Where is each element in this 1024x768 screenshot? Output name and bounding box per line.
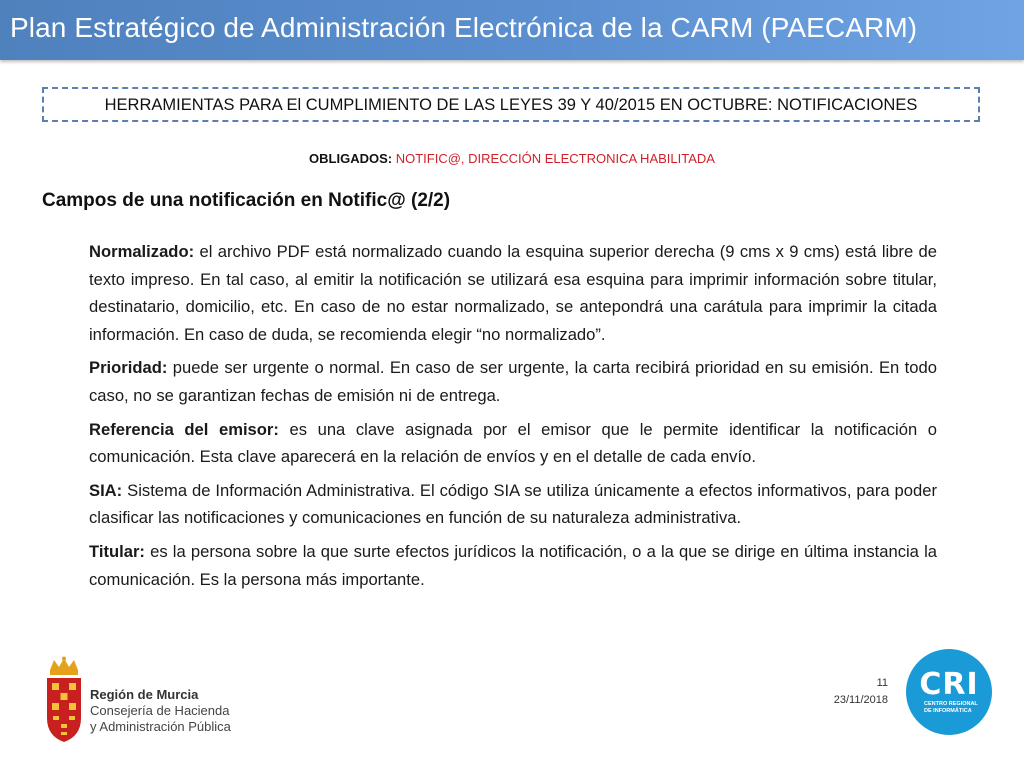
obligados-value: NOTIFIC@, DIRECCIÓN ELECTRONICA HABILITADA — [395, 151, 715, 166]
banner-text: HERRAMIENTAS PARA El CUMPLIMIENTO DE LAS LEYES 39 Y 40/2015 EN OCTUBRE: NOTIFICACIONES — [104, 96, 918, 114]
slide-title: Plan Estratégico de Administración Electrónica de la CARM (PAECARM) — [10, 12, 918, 43]
region-coat-of-arms-icon — [44, 656, 84, 744]
obligados-label: OBLIGADOS: — [309, 151, 393, 166]
field-term: Normalizado: — [89, 242, 195, 261]
field-description: el archivo PDF está normalizado cuando la esquina superior derecha (9 cms x 9 cms) está libre de texto impreso. En tal caso, al emitir la notificación se utilizará esa esquina para imprimir información sobre titular, destinatario, domicilio, etc. En caso de no estar normalizado, se antepondrá una carátula para imprimir la citada información. En caso de duda, se recomienda elegir “no normalizado”. — [89, 242, 937, 344]
field-normalizado — [89, 238, 937, 348]
title-bar — [0, 0, 1024, 60]
banner-box — [42, 87, 980, 122]
region-department-line-1: Consejería de Hacienda — [90, 703, 230, 718]
cri-logo-subtitle-line2: DE INFORMÁTICA — [924, 707, 972, 714]
field-referencia — [89, 416, 937, 471]
region-name: Región de Murcia — [90, 687, 199, 702]
cri-logo-subtitle-line1: CENTRO REGIONAL — [924, 701, 978, 707]
cri-logo-icon — [906, 649, 992, 735]
slide-date: 23/11/2018 — [833, 694, 888, 706]
field-description: puede ser urgente o normal. En caso de ser urgente, la carta recibirá prioridad en su emisión. En todo caso, no se garantizan fechas de emisión ni de entrega. — [89, 358, 937, 405]
field-titular — [89, 538, 937, 593]
region-department-line-2: y Administración Pública — [90, 719, 231, 734]
cri-logo-brand: CRI — [919, 667, 979, 702]
page-number: 11 — [876, 677, 888, 689]
field-description: es la persona sobre la que surte efectos jurídicos la notificación, o a la que se dirige en última instancia la comunicación. Es la persona más importante. — [89, 541, 937, 589]
field-sia — [89, 477, 937, 532]
field-prioridad — [89, 354, 937, 409]
field-term: Titular: — [89, 541, 145, 561]
field-description: Sistema de Información Administrativa. El código SIA se utiliza únicamente a efectos informativos, para poder clasificar las notificaciones y comunicaciones en función de su naturaleza administrativa. — [89, 480, 937, 528]
obligados-line — [0, 151, 1024, 166]
field-descriptions — [89, 238, 937, 599]
field-term: SIA: — [89, 480, 123, 500]
field-term: Referencia del emisor: — [89, 419, 279, 439]
cri-logo-subtitle — [924, 701, 978, 714]
field-description: es una clave asignada por el emisor que le permite identificar la notificación o comunicación. Esta clave aparecerá en la relación de envíos y en el detalle de cada envío. — [89, 419, 937, 467]
field-term: Prioridad: — [89, 358, 168, 378]
section-heading: Campos de una notificación en Notific@ (2/2) — [42, 190, 451, 211]
